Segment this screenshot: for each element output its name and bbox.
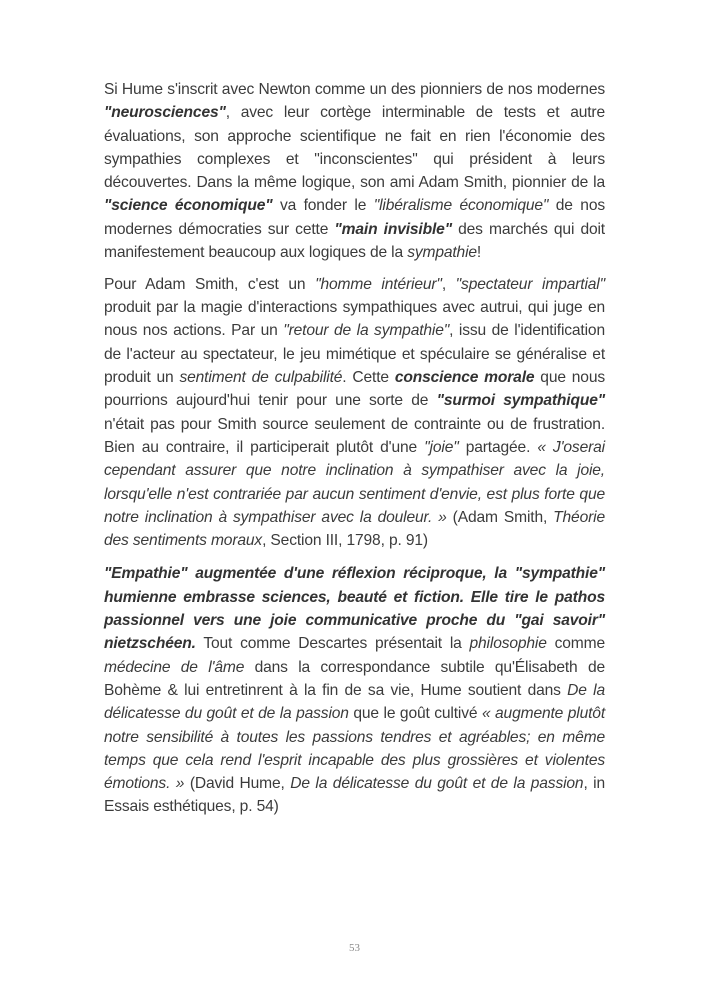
text-run: . Cette: [342, 369, 395, 387]
emphasis-surmoi-sympathique: "surmoi sympathique": [436, 392, 605, 410]
text-run: , issu de l'identification de l'acteur au spectateur, le jeu mimétique et spéculaire se généralise et produit un: [104, 322, 605, 387]
text-run: de nos modernes démocraties sur cette: [104, 197, 606, 238]
quotation-smith: « J'oserai cependant assurer que notre inclination à sympathiser avec la joie, lorsqu'elle n'est contrariée par aucun sentiment d'envie, est plus forte que notre inclination à sympathiser avec la douleur. »: [104, 438, 605, 526]
text-run: partagée.: [458, 438, 538, 456]
citation-title-delicatesse: De la délicatesse du goût et de la passion: [290, 775, 584, 793]
body-text: [104, 78, 605, 819]
citation-text: (Adam Smith,: [446, 508, 554, 526]
italic-sentiment-de-culpabilite: sentiment de culpabilité: [179, 369, 343, 387]
citation-text: , Section III, 1798, p. 91): [262, 532, 428, 550]
italic-homme-interieur: "homme intérieur": [315, 275, 442, 293]
italic-sympathie: sympathie: [407, 244, 477, 262]
text-run: produit par la magie d'interactions sympathiques avec autrui, qui juge en nous nos actions. Par un: [104, 299, 605, 340]
text-run: ,: [441, 275, 456, 293]
emphasis-empathie-lead: "Empathie" augmentée d'une réflexion réciproque, la "sympathie" humienne embrasse sciences, beauté et fiction. Elle tire le pathos passionnel vers une joie communicative proche du "gai savoir" nietzschéen.: [104, 565, 605, 653]
text-run: comme: [546, 635, 605, 653]
text-run: , avec leur cortège interminable de tests et autre évaluations, son approche scientifique ne fait en rien l'économie des sympathies complexes et "inconscientes" qui président à leurs découvertes. Dans la même logique, son ami Adam Smith, pionnier de la: [104, 104, 605, 192]
italic-medecine-de-lame: médecine de l'âme: [104, 658, 245, 676]
italic-liberalisme-economique: "libéralisme économique": [373, 197, 549, 215]
paragraph-3: [104, 562, 605, 818]
text-run: des marchés qui doit manifestement beaucoup aux logiques de la: [104, 220, 605, 262]
emphasis-science-economique: "science économique": [104, 197, 273, 215]
citation-title-theorie-des-sentiments-moraux: Théorie des sentiments moraux: [104, 508, 605, 550]
paragraph-1: [104, 78, 605, 264]
text-run: va fonder le: [272, 197, 374, 215]
emphasis-conscience-morale: conscience morale: [394, 369, 535, 387]
text-run: que nous pourrions aujourd'hui tenir pour une sorte de: [104, 369, 605, 410]
italic-joie: "joie": [424, 438, 459, 456]
text-run: Si Hume s'inscrit avec Newton comme un des pionniers de nos modernes: [104, 81, 605, 98]
text-run: !: [476, 244, 482, 262]
emphasis-main-invisible: "main invisible": [334, 220, 452, 238]
text-run: dans la correspondance subtile qu'Élisabeth de Bohème & lui entretinrent à la fin de sa vie, Hume soutient dans: [104, 658, 605, 699]
citation-text: (David Hume,: [184, 775, 291, 793]
italic-retour-de-la-sympathie: "retour de la sympathie": [283, 322, 450, 340]
text-run: Pour Adam Smith, c'est un: [104, 275, 316, 293]
text-run: Tout comme Descartes présentait la: [195, 635, 470, 653]
page-number: 53: [349, 942, 360, 954]
text-run: que le goût cultivé: [348, 705, 482, 723]
italic-philosophie: philosophie: [469, 635, 547, 653]
paragraph-2: [104, 273, 605, 553]
emphasis-neurosciences: "neurosciences": [104, 104, 226, 122]
italic-title-delicatesse: De la délicatesse du goût et de la passion: [104, 681, 605, 723]
quotation-hume: « augmente plutôt notre sensibilité à toutes les passions tendres et agréables; en même temps que cela rend l'esprit incapable des plus grossières et violentes émotions. »: [104, 705, 606, 793]
italic-spectateur-impartial: "spectateur impartial": [455, 275, 606, 293]
citation-text: , in Essais esthétiques, p. 54): [104, 775, 606, 816]
text-run: n'était pas pour Smith source seulement de contrainte ou de frustration. Bien au contraire, il participerait plutôt d'une: [104, 415, 605, 456]
